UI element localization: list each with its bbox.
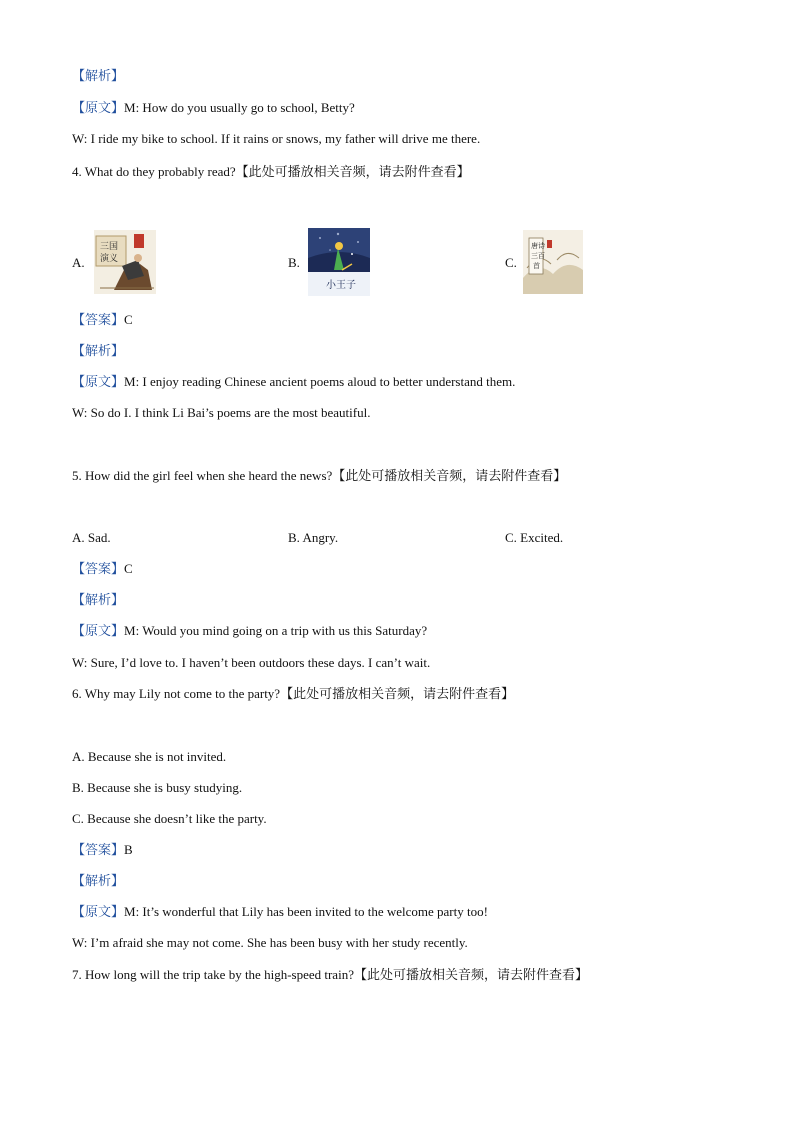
transcript-w-line: W: So do I. I think Li Bai’s poems are the most beautiful. [72, 405, 371, 420]
analysis-heading: 【解析】 [72, 873, 125, 888]
question-7: 7. How long will the trip take by the high-speed train?【此处可播放相关音频，请去附件查看】 [72, 967, 588, 982]
analysis-heading: 【解析】 [72, 68, 125, 83]
option-b: B. Angry. [288, 530, 339, 545]
option-c: C. Excited. [505, 530, 564, 545]
svg-text:三国: 三国 [100, 242, 119, 252]
transcript-m-line: 【原文】M: How do you usually go to school, Betty? [72, 100, 355, 115]
answer-line [72, 312, 133, 328]
svg-text:唐诗: 唐诗 [531, 242, 545, 250]
answer-tag: 【答案】 [72, 842, 125, 857]
svg-text:小王子: 小王子 [326, 280, 356, 291]
analysis-heading: 【解析】 [72, 592, 125, 607]
transcript-m-line: 【原文】M: It’s wonderful that Lily has been invited to the welcome party too! [72, 904, 488, 919]
option-c-label: C. [505, 255, 517, 270]
svg-text:演义: 演义 [100, 254, 119, 264]
option-c: C. Because she doesn’t like the party. [72, 811, 267, 826]
answer-line [72, 842, 133, 858]
answer-tag: 【答案】 [72, 561, 125, 576]
transcript-m-line: 【原文】M: I enjoy reading Chinese ancient poems aloud to better understand them. [72, 374, 516, 389]
book-cover-sanguo-icon [94, 230, 156, 294]
transcript-tag: 【原文】 [72, 904, 125, 919]
answer-line [72, 561, 133, 577]
book-cover-tang-poems-icon [523, 230, 583, 294]
question-6: 6. Why may Lily not come to the party?【此处可播放相关音频，请去附件查看】 [72, 686, 515, 701]
question-5: 5. How did the girl feel when she heard the news?【此处可播放相关音频，请去附件查看】 [72, 468, 567, 483]
answer-tag: 【答案】 [72, 312, 125, 327]
analysis-heading: 【解析】 [72, 343, 125, 358]
question-4: 4. What do they probably read?【此处可播放相关音频，请去附件查看】 [72, 164, 470, 179]
svg-text:三百: 三百 [531, 252, 545, 260]
transcript-tag: 【原文】 [72, 100, 125, 115]
transcript-w-line: W: I ride my bike to school. If it rains or snows, my father will drive me there. [72, 131, 481, 146]
option-b-label: B. [288, 255, 300, 270]
transcript-w-line: W: Sure, I’d love to. I haven’t been outdoors these days. I can’t wait. [72, 655, 431, 670]
book-cover-little-prince-icon [308, 228, 370, 296]
answer-value: C [124, 561, 133, 576]
answer-value: C [124, 312, 133, 327]
answer-value: B [124, 842, 133, 857]
transcript-tag: 【原文】 [72, 623, 125, 638]
transcript-m-line: 【原文】M: Would you mind going on a trip with us this Saturday? [72, 623, 428, 638]
option-a: A. Sad. [72, 530, 111, 545]
option-a: A. Because she is not invited. [72, 749, 227, 764]
transcript-w-line: W: I’m afraid she may not come. She has been busy with her study recently. [72, 935, 468, 950]
svg-text:首: 首 [533, 262, 540, 270]
option-a-label: A. [72, 255, 85, 270]
option-b: B. Because she is busy studying. [72, 780, 243, 795]
transcript-tag: 【原文】 [72, 374, 125, 389]
